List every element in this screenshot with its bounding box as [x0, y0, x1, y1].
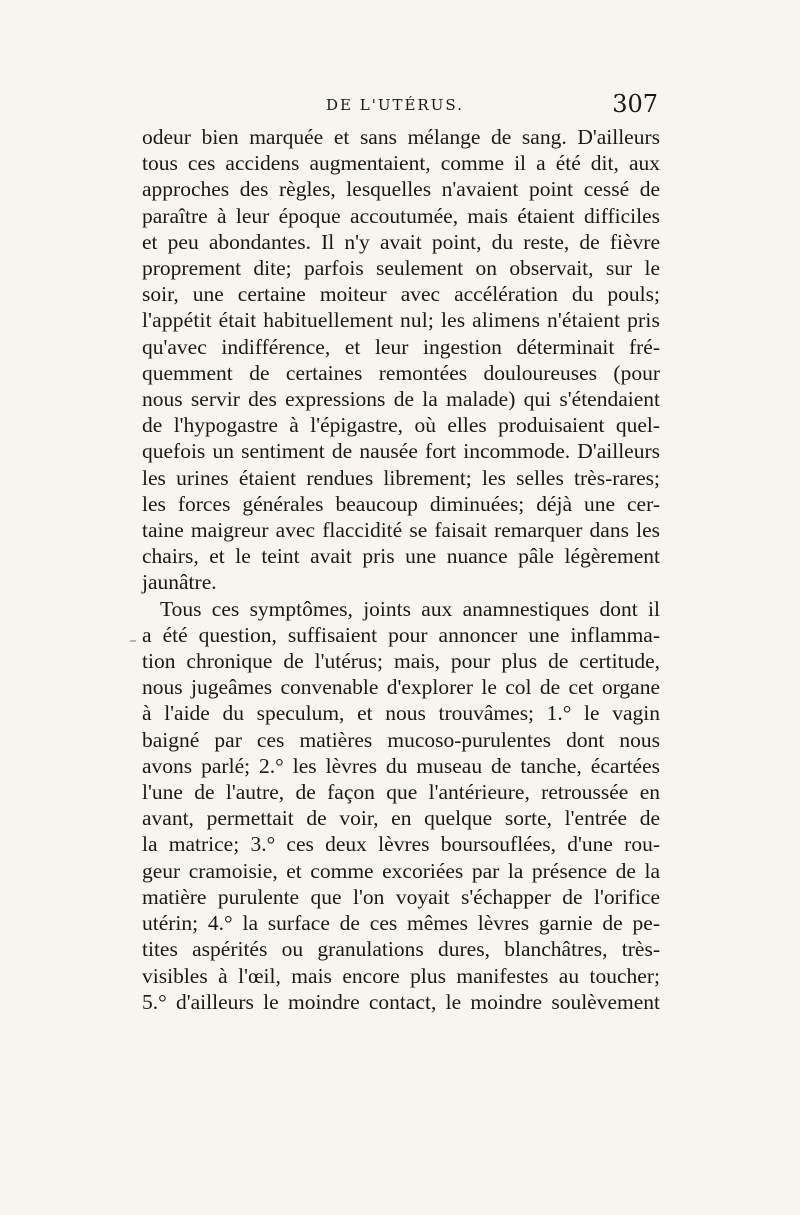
- text-line: les urines étaient rendues librement; les selles très-rares;: [142, 465, 660, 490]
- text-line: jaunâtre.: [142, 570, 217, 595]
- text-line: soir, une certaine moiteur avec accélération du pouls;: [142, 282, 660, 307]
- text-line: l'appétit était habituellement nul; les alimens n'étaient pris: [142, 308, 660, 333]
- text-line: odeur bien marquée et sans mélange de sang. D'ailleurs: [142, 125, 660, 149]
- text-line: a été question, suffisaient pour annoncer une inflamma-: [142, 622, 660, 647]
- text-line: Tous ces symptômes, joints aux anamnestiques dont il: [160, 596, 660, 621]
- text-line: à l'aide du speculum, et nous trouvâmes; 1.° le vagin: [142, 701, 660, 726]
- text-line: taine maigreur avec flaccidité se faisait remarquer dans les: [142, 518, 660, 543]
- text-line: utérin; 4.° la surface de ces mêmes lèvres garnie de pe-: [142, 911, 660, 936]
- text-line: proprement dite; parfois seulement on observait, sur le: [142, 256, 660, 281]
- text-line: visibles à l'œil, mais encore plus manifestes au toucher;: [142, 963, 660, 988]
- text-line: baigné par ces matières mucoso-purulentes dont nous: [142, 727, 660, 752]
- text-line: approches des règles, lesquelles n'avaient point cessé de: [142, 177, 660, 202]
- text-line: l'une de l'autre, de façon que l'antérieure, retroussée en: [142, 780, 660, 805]
- body-text: [142, 124, 660, 1015]
- text-line: nous servir des expressions de la malade) qui s'étendaient: [142, 387, 660, 412]
- text-line: quemment de certaines remontées douloureuses (pour: [142, 360, 660, 385]
- text-line: quefois un sentiment de nausée fort incommode. D'ailleurs: [142, 439, 660, 464]
- text-line: 5.° d'ailleurs le moindre contact, le moindre soulèvement: [142, 989, 660, 1014]
- text-line: avons parlé; 2.° les lèvres du museau de tanche, écartées: [142, 753, 660, 778]
- page-number: 307: [612, 90, 658, 118]
- text-line: paraître à leur époque accoutumée, mais étaient difficiles: [142, 203, 660, 228]
- text-line: tion chronique de l'utérus; mais, pour plus de certitude,: [142, 649, 660, 674]
- text-line: nous jugeâmes convenable d'explorer le col de cet organe: [142, 675, 660, 700]
- text-line: chairs, et le teint avait pris une nuance pâle légèrement: [142, 544, 660, 569]
- gutter-mark: [130, 640, 136, 642]
- text-line: de l'hypogastre à l'épigastre, où elles produisaient quel-: [142, 413, 660, 438]
- text-line: les forces générales beaucoup diminuées; déjà une cer-: [142, 491, 660, 516]
- text-line: et peu abondantes. Il n'y avait point, du reste, de fièvre: [142, 229, 660, 254]
- text-line: tous ces accidens augmentaient, comme il a été dit, aux: [142, 151, 660, 176]
- running-title: DE L'UTÉRUS.: [326, 96, 464, 114]
- running-head: [138, 90, 658, 124]
- text-line: tites aspérités ou granulations dures, blanchâtres, très-: [142, 937, 660, 962]
- text-line: qu'avec indifférence, et leur ingestion déterminait fré-: [142, 334, 660, 359]
- text-line: geur cramoisie, et comme excoriées par la présence de la: [142, 858, 660, 883]
- text-line: avant, permettait de voir, en quelque sorte, l'entrée de: [142, 806, 660, 831]
- text-line: la matrice; 3.° ces deux lèvres boursouflées, d'une rou-: [142, 832, 660, 857]
- text-line: matière purulente que l'on voyait s'échapper de l'orifice: [142, 884, 660, 909]
